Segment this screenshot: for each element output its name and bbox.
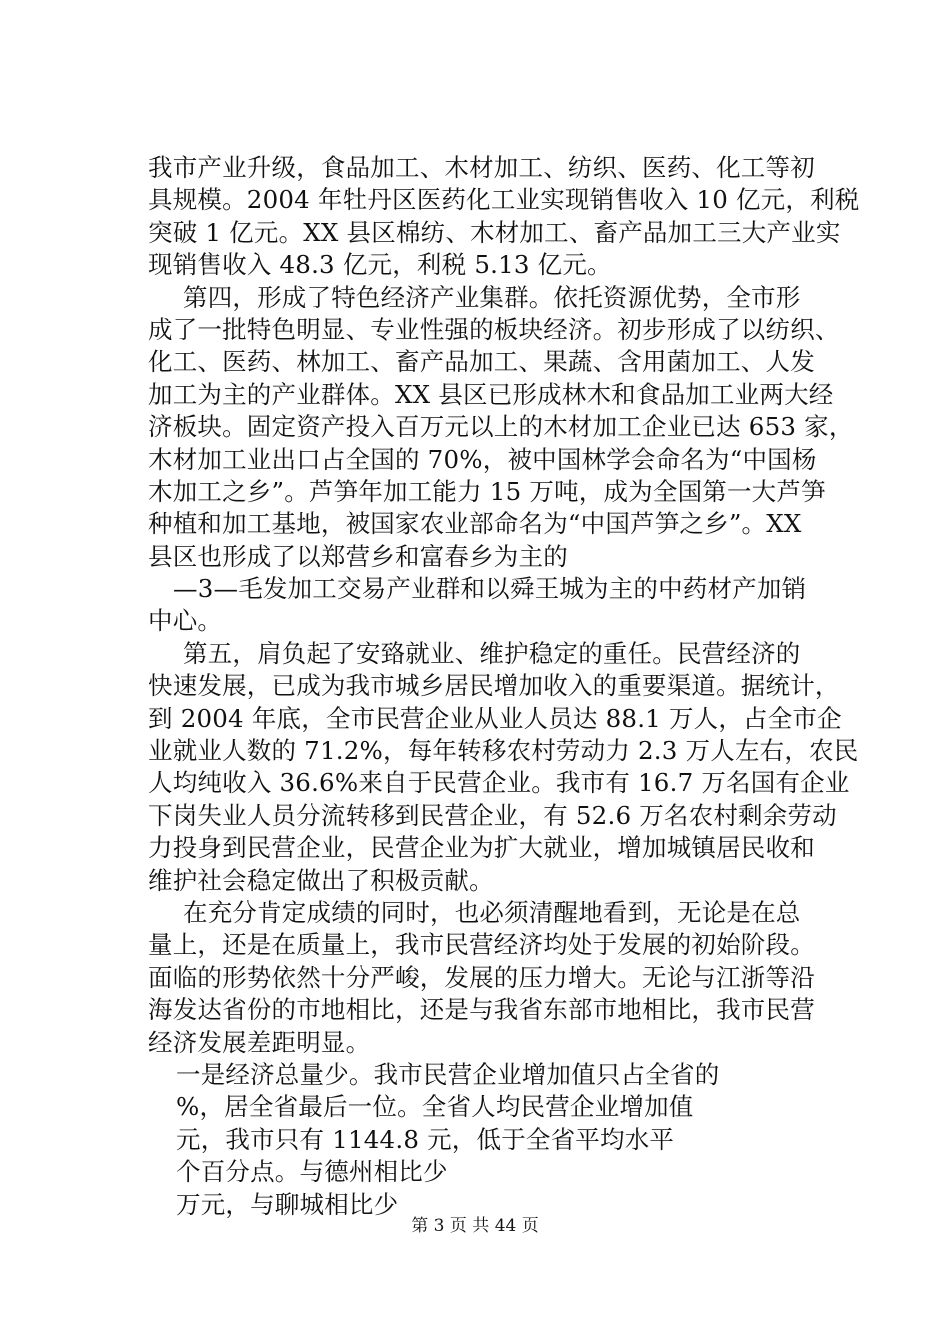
text-line: 加工为主的产业群体。XX 县区已形成林木和食品加工业两大经 bbox=[148, 379, 834, 409]
paragraph-start-line: 第四，形成了特色经济产业集群。依托资源优势，全市形 bbox=[183, 282, 801, 312]
text-line: 到 2004 年底，全市民营企业从业人员达 88.1 万人，占全市企 bbox=[148, 703, 842, 733]
text-line: 济板块。固定资产投入百万元以上的木材加工企业已达 653 家， bbox=[148, 412, 854, 442]
text-line: %，居全省最后一位。全省人均民营企业增加值 bbox=[176, 1092, 694, 1122]
text-line: 中心。 bbox=[148, 606, 223, 636]
text-line: 木材加工业出口占全国的 70%，被中国林学会命名为“中国杨 bbox=[148, 444, 817, 474]
text-line: 具规模。2004 年牡丹区医药化工业实现销售收入 10 亿元，利税 bbox=[148, 185, 860, 215]
text-line: 突破 1 亿元。XX 县区棉纺、木材加工、畜产品加工三大产业实 bbox=[148, 217, 841, 247]
text-line: 业就业人数的 71.2%，每年转移农村劳动力 2.3 万人左右，农民 bbox=[148, 736, 859, 766]
text-line: 成了一批特色明显、专业性强的板块经济。初步形成了以纺织、 bbox=[148, 314, 840, 344]
text-line: 力投身到民营企业，民营企业为扩大就业，增加城镇居民收和 bbox=[148, 833, 815, 863]
text-line: 人均纯收入 36.6%来自于民营企业。我市有 16.7 万名国有企业 bbox=[148, 768, 850, 798]
text-line: 元，我市只有 1144.8 元，低于全省平均水平 bbox=[176, 1124, 675, 1154]
text-line: 种植和加工基地，被国家农业部命名为“中国芦笋之乡”。XX bbox=[148, 509, 802, 539]
text-line: 维护社会稳定做出了积极贡献。 bbox=[148, 865, 494, 895]
text-line: 快速发展，已成为我市城乡居民增加收入的重要渠道。据统计， bbox=[148, 671, 840, 701]
text-line: 木加工之乡”。芦笋年加工能力 15 万吨，成为全国第一大芦笋 bbox=[148, 476, 826, 506]
text-line: 面临的形势依然十分严峻，发展的压力增大。无论与江浙等沿 bbox=[148, 962, 815, 992]
text-line: 个百分点。与德州相比少 bbox=[176, 1157, 448, 1187]
text-line: 下岗失业人员分流转移到民营企业，有 52.6 万名农村剩余劳动 bbox=[148, 800, 837, 830]
text-line: 经济发展差距明显。 bbox=[148, 1027, 371, 1057]
paragraph-start-line: 第五，肩负起了安臵就业、维护稳定的重任。民营经济的 bbox=[183, 638, 801, 668]
text-line: 现销售收入 48.3 亿元，利税 5.13 亿元。 bbox=[148, 250, 612, 280]
text-line: 化工、医药、林加工、畜产品加工、果蔬、含用菌加工、人发 bbox=[148, 347, 815, 377]
page-marker-line: —3—毛发加工交易产业群和以舜王城为主的中药材产加销 bbox=[173, 574, 807, 604]
text-line: 我市产业升级，食品加工、木材加工、纺织、医药、化工等初 bbox=[148, 153, 815, 182]
text-line: 海发达省份的市地相比，还是与我省东部市地相比，我市民营 bbox=[148, 995, 815, 1025]
paragraph-start-line: 在充分肯定成绩的同时，也必须清醒地看到，无论是在总 bbox=[183, 897, 801, 927]
text-line: 县区也形成了以郑营乡和富春乡为主的 bbox=[148, 541, 568, 571]
page-number-footer: 第 3 页 共 44 页 bbox=[411, 1216, 539, 1236]
text-line: 万元，与聊城相比少 bbox=[176, 1189, 399, 1219]
paragraph-start-line: 一是经济总量少。我市民营企业增加值只占全省的 bbox=[176, 1059, 720, 1089]
document-body bbox=[148, 152, 860, 1221]
text-line: 量上，还是在质量上，我市民营经济均处于发展的初始阶段。 bbox=[148, 930, 815, 960]
